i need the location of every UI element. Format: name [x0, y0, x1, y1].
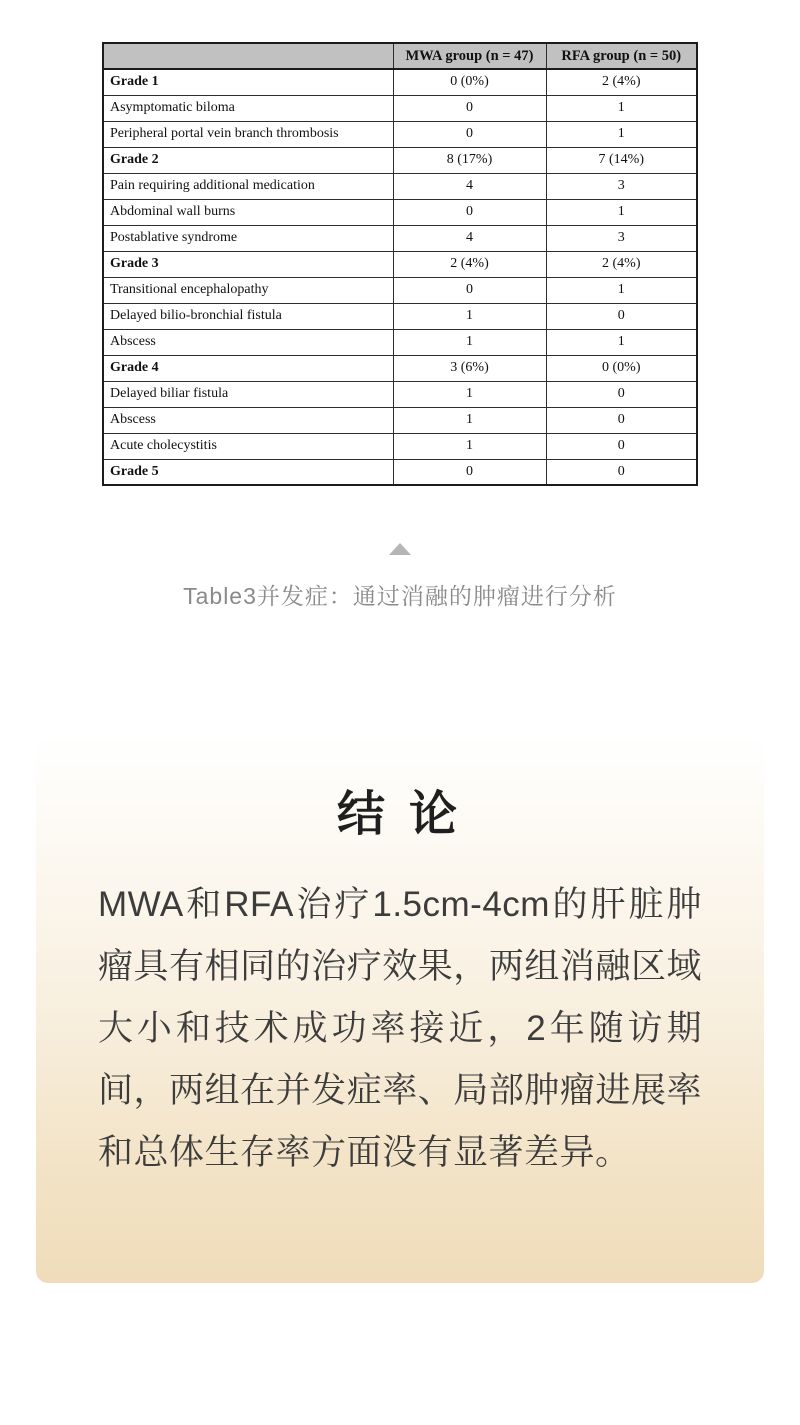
table-row — [103, 225, 697, 251]
row-label: Asymptomatic biloma — [103, 95, 393, 121]
mwa-value: 0 — [393, 121, 546, 147]
rfa-value: 3 — [546, 225, 697, 251]
rfa-value: 1 — [546, 95, 697, 121]
table-row-grade-4 — [103, 355, 697, 381]
table-row — [103, 381, 697, 407]
row-label: Peripheral portal vein branch thrombosis — [103, 121, 393, 147]
table-row — [103, 407, 697, 433]
row-label: Delayed biliar fistula — [103, 381, 393, 407]
row-label: Delayed bilio-bronchial fistula — [103, 303, 393, 329]
table-row — [103, 199, 697, 225]
row-label: Abscess — [103, 407, 393, 433]
table-row — [103, 329, 697, 355]
mwa-value: 1 — [393, 303, 546, 329]
row-label: Grade 3 — [103, 251, 393, 277]
table-header-row — [103, 43, 697, 69]
table-row-grade-5 — [103, 459, 697, 485]
rfa-value: 2 (4%) — [546, 69, 697, 95]
conclusion-title: 结 论 — [336, 788, 463, 841]
table-row — [103, 433, 697, 459]
mwa-value: 8 (17%) — [393, 147, 546, 173]
row-label: Postablative syndrome — [103, 225, 393, 251]
header-mwa-group: MWA group (n = 47) — [393, 43, 546, 69]
rfa-value: 7 (14%) — [546, 147, 697, 173]
rfa-value: 3 — [546, 173, 697, 199]
header-empty — [103, 43, 393, 69]
rfa-value: 0 — [546, 381, 697, 407]
conclusion-body-text: MWA和RFA治疗1.5cm-4cm的肝脏肿瘤具有相同的治疗效果，两组消融区域大小和技术成功率接近，2年随访期间，两组在并发症率、局部肿瘤进展率和总体生存率方面没有显著差异。 — [98, 885, 702, 1172]
table-caption: Table3并发症：通过消融的肿瘤进行分析 — [183, 583, 617, 609]
mwa-value: 1 — [393, 329, 546, 355]
row-label: Grade 2 — [103, 147, 393, 173]
rfa-value: 1 — [546, 277, 697, 303]
rfa-value: 0 — [546, 459, 697, 485]
table-row — [103, 303, 697, 329]
row-label: Abdominal wall burns — [103, 199, 393, 225]
rfa-value: 1 — [546, 121, 697, 147]
mwa-value: 1 — [393, 433, 546, 459]
mwa-value: 0 — [393, 95, 546, 121]
row-label: Grade 4 — [103, 355, 393, 381]
mwa-value: 0 — [393, 459, 546, 485]
row-label: Pain requiring additional medication — [103, 173, 393, 199]
table-row-grade-1 — [103, 69, 697, 95]
table-row — [103, 121, 697, 147]
row-label: Acute cholecystitis — [103, 433, 393, 459]
mwa-value: 4 — [393, 173, 546, 199]
mwa-value: 2 (4%) — [393, 251, 546, 277]
header-rfa-group: RFA group (n = 50) — [546, 43, 697, 69]
table-row — [103, 173, 697, 199]
table-row-grade-2 — [103, 147, 697, 173]
rfa-value: 2 (4%) — [546, 251, 697, 277]
table-row-grade-3 — [103, 251, 697, 277]
mwa-value: 1 — [393, 407, 546, 433]
row-label: Grade 5 — [103, 459, 393, 485]
row-label: Abscess — [103, 329, 393, 355]
rfa-value: 0 (0%) — [546, 355, 697, 381]
mwa-value: 0 — [393, 277, 546, 303]
rfa-value: 0 — [546, 303, 697, 329]
complications-table — [102, 42, 698, 486]
row-label: Transitional encephalopathy — [103, 277, 393, 303]
mwa-value: 4 — [393, 225, 546, 251]
mwa-value: 0 — [393, 199, 546, 225]
mwa-value: 1 — [393, 381, 546, 407]
rfa-value: 0 — [546, 433, 697, 459]
table-row — [103, 95, 697, 121]
mwa-value: 3 (6%) — [393, 355, 546, 381]
table-row — [103, 277, 697, 303]
rfa-value: 0 — [546, 407, 697, 433]
row-label: Grade 1 — [103, 69, 393, 95]
collapse-triangle-icon[interactable] — [389, 543, 411, 555]
conclusion-card — [36, 733, 764, 1283]
rfa-value: 1 — [546, 199, 697, 225]
mwa-value: 0 (0%) — [393, 69, 546, 95]
rfa-value: 1 — [546, 329, 697, 355]
